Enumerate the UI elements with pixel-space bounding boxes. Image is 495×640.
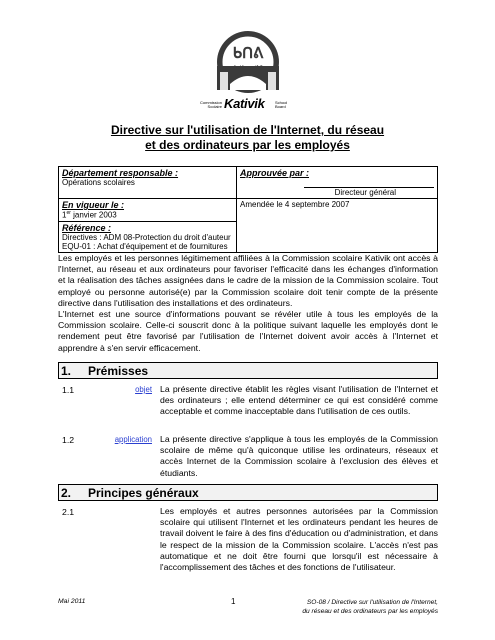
department-cell [59,167,237,199]
footer-document-reference [268,598,438,616]
item-number: 2.1 [62,507,75,517]
section-number: 2. [61,486,72,500]
reference-label: Référence : [62,222,112,233]
section-title: Prémisses [88,364,149,378]
logo-caption-left: Commission Scolaire [200,100,223,109]
effective-date-value: 1er janvier 2003 [62,210,117,220]
document-title-line-1: Directive sur l'utilisation de l'Internet, du réseau [110,123,385,137]
approved-by-label: Approuvée par : [240,168,310,178]
footer-reference-line-2: du réseau et des ordinateurs par les employés [302,608,438,615]
footer-date: Mai 2011 [58,598,86,605]
department-value: Opérations scolaires [62,178,135,187]
section-heading-premisses [58,362,438,379]
section-heading-principes-generaux [58,484,438,501]
approved-by-role: Directeur général [334,188,396,197]
effective-date-cell [59,199,237,222]
effective-date-label: En vigueur le : [62,200,125,210]
item-keyword-link-objet[interactable]: objet [135,385,152,394]
reference-item-1: Directives : ADM 08-Protection du droit d'auteur [62,232,231,242]
logo-caption-right: School Board [275,100,288,109]
logo-wordmark: Kativik [224,96,265,111]
approval-cell [237,167,438,199]
intro-paragraph-2: L'Internet est une source d'informations pouvant se révéler utile à tous les employés de la Commission scolaire. Celle-ci souscrit donc à la politique suivant laquelle les employés dont le rendement peut être favorisé par l'utilisation de l'Internet doivent avoir accès à l'Internet et apprendre à s'en servir efficacement. [58,309,438,353]
directive-info-table [58,166,438,253]
document-title-line-2: et des ordinateurs par les employés [145,138,350,152]
item-number: 1.1 [62,385,75,395]
item-text: La présente directive s'applique à tous les employés de la Commission scolaire de même qu'à quiconque utilise les ordinateurs, réseaux et accès Internet de la Commission scolaire à l'exclusion des élèves et étudiants. [160,434,438,478]
section-title: Principes généraux [88,486,199,500]
department-label: Département responsable : [62,168,179,178]
item-keyword-link-application[interactable]: application [114,435,152,444]
svg-text:ᐃᓕᓴᕐᓂᓕᕆᔨᒃᑯᑦ: ᐃᓕᓴᕐᓂᓕᕆᔨᒃᑯᑦ [233,64,263,69]
item-text: La présente directive établit les règles visant l'utilisation de l'Internet et des ordinateurs ; elle entend déterminer ce qui est considéré comme acceptable et comme inacceptable dans l'utilisation de ces outils. [160,384,438,417]
reference-item-2: EQU-01 : Achat d'équipement et de fournitures [62,241,228,251]
amendment-date: Amendée le 4 septembre 2007 [240,200,350,209]
intro-paragraph-1: Les employés et les personnes légitimement affiliées à la Commission scolaire Kativik ont accès à l'Internet, au réseau et aux ordinateurs pour favoriser l'efficacité dans les échanges d'information et la réalisation des tâches assignées dans le cadre de la mission de la Commission scolaire. Tout employé ou personne autorisé(e) par la Commission scolaire doit tenir compte de la présente directive dans l'utilisation des installations et des ordinateurs. [58,253,438,308]
item-number: 1.2 [62,435,75,445]
section-number: 1. [61,364,72,378]
item-text: Les employés et autres personnes autorisées par la Commission scolaire qui utilisent l'Internet et les ordinateurs pendant les heures de travail doivent le faire à des fins d'éducation ou d'administration, et dans le respect de la mission de la Commission scolaire. L'accès n'est pas automatique et ne doit être fourni que lorsqu'il est nécessaire à l'accomplissement des tâches et des fonctions de l'utilisateur. [160,506,438,573]
reference-cell [59,221,237,252]
amendment-cell [237,199,438,253]
footer-page-number: 1 [231,597,236,606]
svg-text:ᑲᑎᕕ: ᑲᑎᕕ [232,45,264,62]
footer-reference-line-1: SO-08 / Directive sur l'utilisation de l'Internet, [306,599,438,606]
